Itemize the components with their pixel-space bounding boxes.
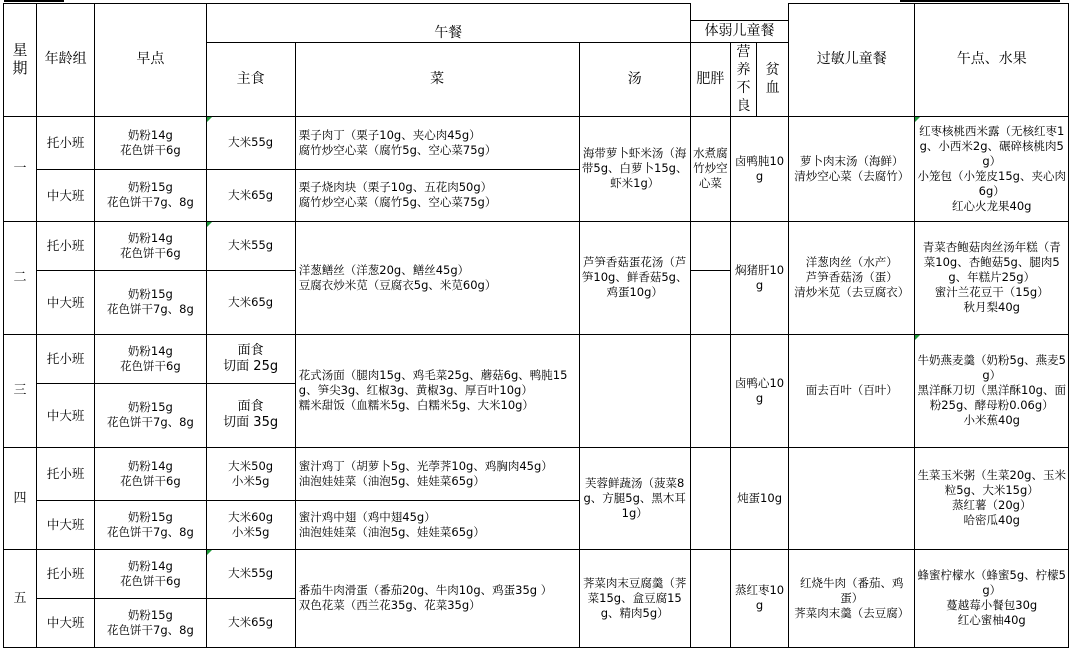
soup-cell: 芙蓉鲜蔬汤（菠菜8g、方腿5g、黑木耳1g） [579,447,690,549]
obese-cell [690,221,730,270]
header-soup: 汤 [579,42,690,116]
snack-cell: 蜂蜜柠檬水（蜂蜜5g、柠檬5g） 蔓越莓小餐包30g 红心蜜柚40g [915,549,1069,647]
class-name: 托小班 [37,116,95,169]
staple-cell: 大米65g [206,270,295,334]
staple-cell: 面食 切面 25g [206,334,295,383]
dish-cell: 栗子烧肉块（栗子10g、五花肉50g） 腐竹炒空心菜（腐竹5g、空心菜75g） [295,169,579,221]
obese-cell [690,270,730,334]
breakfast-cell: 奶粉14g 花色饼干6g [95,116,206,169]
day-label: 四 [4,447,37,549]
day-label: 一 [4,116,37,221]
staple-cell: 大米60g 小米5g [206,500,295,549]
snack-cell: 生菜玉米粥（生菜20g、玉米粒5g、大米15g） 蒸红薯（20g） 哈密瓜40g [915,447,1069,549]
dish-cell: 洋葱鳝丝（洋葱20g、鳝丝45g） 豆腐衣炒米苋（豆腐衣5g、米苋60g） [295,221,579,334]
header-lunch: 午餐 [206,4,690,43]
breakfast-cell: 奶粉15g 花色饼干7g、8g [95,383,206,447]
staple-cell: 大米55g [206,221,295,270]
staple-cell: 大米50g 小米5g [206,447,295,500]
allergy-cell: 洋葱肉丝（水产） 芦笋香菇汤（蛋） 清炒米苋（去豆腐衣） [789,221,915,334]
anemia-cell: 炖蛋10g [730,447,788,549]
day-label: 二 [4,221,37,334]
soup-cell: 芦笋香菇蛋花汤（芦笋10g、鲜香菇5g、鸡蛋10g） [579,221,690,334]
class-name: 中大班 [37,383,95,447]
staple-cell: 大米55g [206,549,295,598]
allergy-cell: 面去百叶（百叶） [789,334,915,447]
header-anemia: 贫血 [757,42,789,116]
allergy-cell: 红烧牛肉（番茄、鸡蛋） 荠菜肉末羹（去豆腐） [789,549,915,647]
allergy-cell: 萝卜肉末汤（海鲜） 清炒空心菜（去腐竹） [789,116,915,221]
staple-cell: 面食 切面 35g [206,383,295,447]
class-name: 托小班 [37,221,95,270]
anemia-cell: 蒸红枣10g [730,549,788,647]
header-obese: 肥胖 [690,42,730,116]
dish-cell: 蜜汁鸡中翅（鸡中翅45g） 油泡娃娃菜（油泡5g、娃娃菜65g） [295,500,579,549]
class-name: 托小班 [37,447,95,500]
dish-cell: 蜜汁鸡丁（胡萝卜5g、光荸荠10g、鸡胸肉45g） 油泡娃娃菜（油泡5g、娃娃菜65g） [295,447,579,500]
staple-cell: 大米55g [206,116,295,169]
class-name: 中大班 [37,169,95,221]
weekly-menu-table [3,3,1069,648]
header-age-group: 年龄组 [37,4,95,117]
soup-cell: 海带萝卜虾米汤（海带5g、白萝卜15g、虾米1g） [579,116,690,221]
soup-cell [579,334,690,447]
day-label: 三 [4,334,37,447]
dish-cell: 番茄牛肉滑蛋（番茄20g、牛肉10g、鸡蛋35g ） 双色花菜（西兰花35g、花菜35g） [295,549,579,647]
header-breakfast: 早点 [95,4,206,117]
header-malnutrition: 营养不良 [730,42,756,116]
snack-cell: 红枣核桃西米露（无核红枣1g、小西米2g、碾碎核桃肉5g） 小笼包（小笼皮15g、夹心肉6g） 红心火龙果40g [915,116,1069,221]
obese-cell: 水煮腐竹炒空心菜 [690,116,730,221]
class-name: 托小班 [37,334,95,383]
breakfast-cell: 奶粉15g 花色饼干7g、8g [95,500,206,549]
header-weak-children-meal: 体弱儿童餐 [690,20,788,42]
breakfast-cell: 奶粉14g 花色饼干6g [95,221,206,270]
obese-cell [690,549,730,647]
obese-cell [690,447,730,549]
class-name: 中大班 [37,598,95,647]
anemia-cell: 卤鸭心10g [730,334,788,447]
allergy-cell [789,447,915,549]
header-allergy-meal: 过敏儿童餐 [789,4,915,117]
header-spacer [690,4,788,21]
dish-cell: 花式汤面（腿肉15g、鸡毛菜25g、蘑菇6g、鸭肫15g、笋尖3g、红椒3g、黄椒3g、厚百叶10g） 糯米甜饭（血糯米5g、白糯米5g、大米10g） [295,334,579,447]
header-dish: 菜 [295,42,579,116]
header-snack-fruit: 午点、水果 [915,4,1069,117]
breakfast-cell: 奶粉14g 花色饼干6g [95,447,206,500]
snack-cell: 牛奶燕麦羹（奶粉5g、燕麦5g） 黑洋酥刀切（黑洋酥10g、面粉25g、酵母粉0.06g） 小米蕉40g [915,334,1069,447]
anemia-cell: 卤鸭肫10g [730,116,788,221]
breakfast-cell: 奶粉14g 花色饼干6g [95,334,206,383]
staple-cell: 大米65g [206,598,295,647]
class-name: 中大班 [37,500,95,549]
breakfast-cell: 奶粉15g 花色饼干7g、8g [95,169,206,221]
staple-cell: 大米65g [206,169,295,221]
snack-cell: 青菜杏鲍菇肉丝汤年糕（青菜10g、杏鲍菇5g、腿肉5g、年糕片25g） 蜜汁兰花豆干（15g） 秋月梨40g [915,221,1069,334]
breakfast-cell: 奶粉15g 花色饼干7g、8g [95,270,206,334]
obese-cell [690,334,730,447]
anemia-cell: 焖猪肝10g [730,221,788,334]
soup-cell: 荠菜肉末豆腐羹（荠菜15g、盒豆腐15g、精肉5g） [579,549,690,647]
breakfast-cell: 奶粉14g 花色饼干6g [95,549,206,598]
header-weekday: 星期 [4,4,37,117]
class-name: 托小班 [37,549,95,598]
dish-cell: 栗子肉丁（栗子10g、夹心肉45g） 腐竹炒空心菜（腐竹5g、空心菜75g） [295,116,579,169]
header-staple: 主食 [206,42,295,116]
day-label: 五 [4,549,37,647]
class-name: 中大班 [37,270,95,334]
breakfast-cell: 奶粉15g 花色饼干7g、8g [95,598,206,647]
